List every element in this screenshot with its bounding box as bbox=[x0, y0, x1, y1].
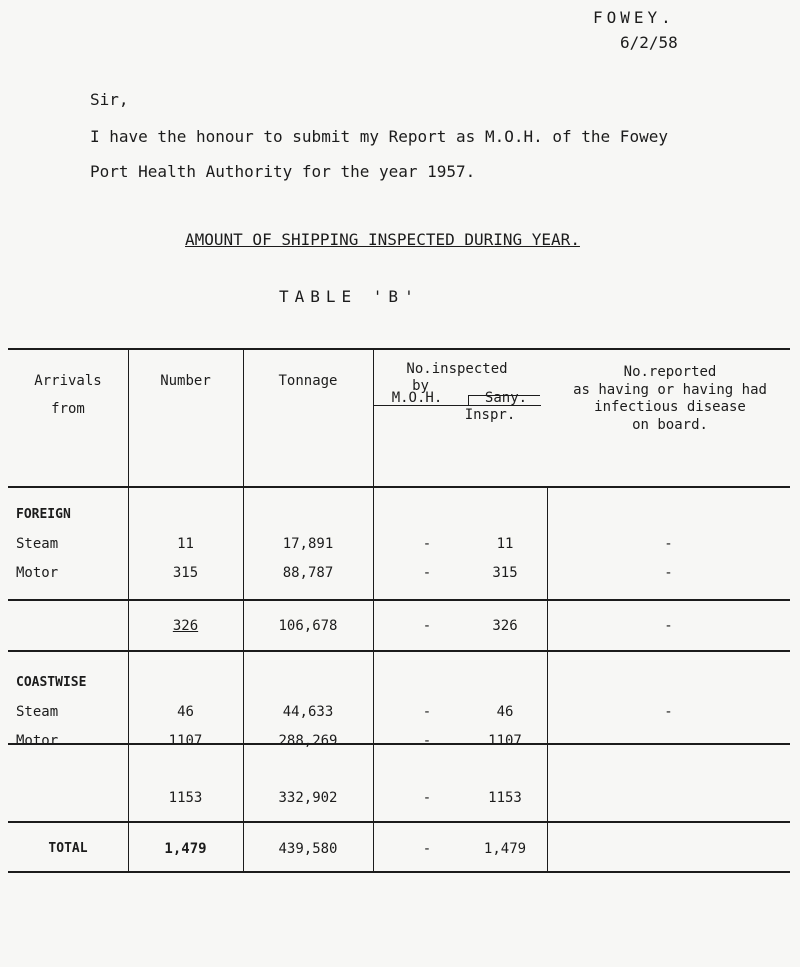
row-sany: 315 bbox=[492, 565, 518, 581]
row-number: 315 bbox=[172, 565, 199, 581]
row-tonnage: 44,633 bbox=[282, 704, 334, 720]
total-label: TOTAL bbox=[48, 841, 88, 856]
header-reported-4: on board. bbox=[632, 417, 708, 433]
intro-line-2: Port Health Authority for the year 1957. bbox=[90, 162, 476, 181]
col-divider-3 bbox=[373, 349, 374, 872]
subtotal-moh: - bbox=[422, 618, 432, 634]
row-type: Steam bbox=[16, 536, 59, 552]
header-reported-1: No.reported bbox=[623, 364, 717, 380]
subtotal-sany: 326 bbox=[492, 618, 518, 634]
subtotal-moh: - bbox=[422, 790, 432, 806]
subtotal-sany: 1153 bbox=[488, 790, 522, 806]
place-name: FOWEY. bbox=[593, 8, 675, 27]
row-tonnage: 88,787 bbox=[282, 565, 334, 581]
subtotal-tonnage: 106,678 bbox=[278, 618, 338, 634]
header-by: by bbox=[412, 378, 429, 394]
row-number: 1107 bbox=[168, 733, 203, 749]
table-top-rule bbox=[8, 348, 790, 350]
row-number: 11 bbox=[177, 536, 194, 552]
total-moh: - bbox=[422, 841, 432, 857]
salutation: Sir, bbox=[90, 90, 129, 109]
row-reported: - bbox=[664, 704, 673, 720]
subtotal-number: 1153 bbox=[168, 790, 203, 806]
row-moh: - bbox=[422, 704, 432, 720]
total-tonnage: 439,580 bbox=[278, 841, 338, 857]
header-from: from bbox=[51, 401, 85, 417]
coastwise-rows-rule bbox=[8, 743, 790, 745]
header-arrivals: Arrivals bbox=[34, 373, 102, 389]
foreign-subtotal-rule bbox=[8, 650, 790, 652]
row-type: Steam bbox=[16, 704, 59, 720]
row-moh: - bbox=[422, 733, 432, 749]
row-number: 46 bbox=[177, 704, 194, 720]
moh-sany-divider bbox=[468, 395, 469, 405]
header-reported-3: infectious disease bbox=[594, 399, 746, 415]
header-bottom-rule bbox=[8, 486, 790, 488]
header-tonnage: Tonnage bbox=[278, 373, 338, 389]
row-type: Motor bbox=[16, 565, 59, 581]
row-reported: - bbox=[664, 565, 673, 581]
total-number: 1,479 bbox=[164, 841, 207, 857]
row-sany: 1107 bbox=[488, 733, 522, 749]
row-sany: 46 bbox=[496, 704, 514, 720]
header-inspected: No.inspected bbox=[406, 361, 508, 377]
table-label: TABLE 'B' bbox=[279, 287, 420, 306]
section-heading: AMOUNT OF SHIPPING INSPECTED DURING YEAR. bbox=[185, 230, 580, 249]
letter-date: 6/2/58 bbox=[620, 33, 678, 52]
header-number: Number bbox=[160, 373, 211, 389]
header-inspr: Inspr. bbox=[464, 407, 516, 423]
intro-line-1: I have the honour to submit my Report as M.O.H. of the Fowey bbox=[90, 127, 668, 146]
row-reported: - bbox=[664, 536, 673, 552]
section-label-coastwise: COASTWISE bbox=[16, 675, 87, 690]
header-sany: Sany. bbox=[484, 390, 528, 406]
coastwise-subtotal-rule bbox=[8, 821, 790, 823]
section-label-foreign: FOREIGN bbox=[16, 507, 71, 522]
header-reported-2: as having or having had bbox=[573, 382, 767, 398]
subtotal-reported: - bbox=[664, 618, 673, 634]
total-sany: 1,479 bbox=[483, 841, 527, 857]
foreign-rows-rule bbox=[8, 599, 790, 601]
row-type: Motor bbox=[16, 733, 59, 749]
table-bottom-rule bbox=[8, 871, 790, 873]
header-moh: M.O.H. bbox=[391, 390, 443, 406]
row-tonnage: 288,269 bbox=[278, 733, 338, 749]
row-tonnage: 17,891 bbox=[282, 536, 334, 552]
row-moh: - bbox=[422, 536, 432, 552]
subtotal-number: 326 bbox=[172, 618, 199, 634]
row-moh: - bbox=[422, 565, 432, 581]
subtotal-tonnage: 332,902 bbox=[278, 790, 338, 806]
row-sany: 11 bbox=[496, 536, 514, 552]
